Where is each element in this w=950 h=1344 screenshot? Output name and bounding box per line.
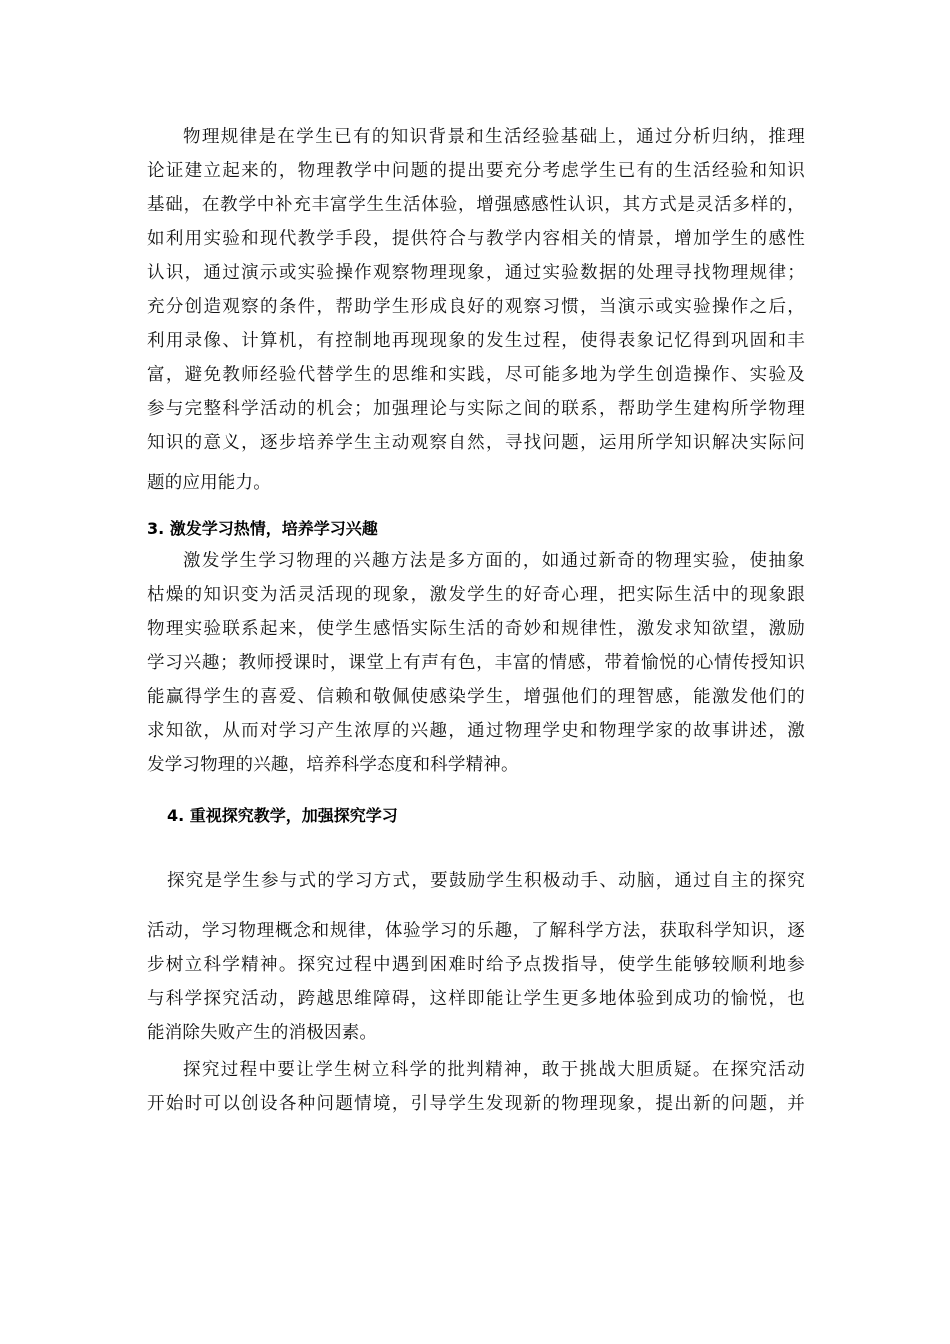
paragraph-1-line-8: 富，避免教师经验代替学生的思维和实践，尽可能多地为学生创造操作、实验及 [147, 365, 805, 385]
section-3-line-2: 枯燥的知识变为活灵活现的现象，激发学生的好奇心理，把实际生活中的现象跟 [147, 585, 805, 605]
paragraph-1-line-9: 参与完整科学活动的机会；加强理论与实际之间的联系，帮助学生建构所学物理 [147, 399, 805, 419]
section-3-line-5: 能赢得学生的喜爱、信赖和敬佩使感染学生，增强他们的理智感，能激发他们的 [147, 687, 805, 707]
paragraph-1-line-7: 利用录像、计算机，有控制地再现现象的发生过程，使得表象记忆得到巩固和丰 [147, 331, 805, 351]
section-3-line-1: 激发学生学习物理的兴趣方法是多方面的，如通过新奇的物理实验，使抽象 [183, 551, 805, 571]
paragraph-1-line-2: 论证建立起来的，物理教学中问题的提出要充分考虑学生已有的生活经验和知识 [147, 161, 805, 181]
section-4-paragraph-a-line-3: 步树立科学精神。探究过程中遇到困难时给予点拨指导，使学生能够较顺利地参 [147, 955, 805, 975]
paragraph-1-line-4: 如利用实验和现代教学手段，提供符合与教学内容相关的情景，增加学生的感性 [147, 229, 805, 249]
section-3-line-6: 求知欲，从而对学习产生浓厚的兴趣，通过物理学史和物理学家的故事讲述，激 [147, 721, 805, 741]
section-4-paragraph-b-line-1: 探究过程中要让学生树立科学的批判精神，敢于挑战大胆质疑。在探究活动 [183, 1060, 805, 1080]
section-4-paragraph-a-line-5: 能消除失败产生的消极因素。 [147, 1023, 378, 1043]
section-4-heading: 4. 重视探究教学，加强探究学习 [167, 806, 398, 825]
section-3-line-3: 物理实验联系起来，使学生感悟实际生活的奇妙和规律性，激发求知欲望，激励 [147, 619, 805, 639]
paragraph-1-line-3: 基础，在教学中补充丰富学生生活体验，增强感感性认识，其方式是灵活多样的， [147, 195, 805, 215]
section-4-paragraph-a-line-2: 活动，学习物理概念和规律，体验学习的乐趣，了解科学方法，获取科学知识，逐 [147, 921, 805, 941]
section-4-paragraph-b-line-2: 开始时可以创设各种问题情境，引导学生发现新的物理现象，提出新的问题，并 [147, 1094, 805, 1114]
section-3-line-4: 学习兴趣；教师授课时，课堂上有声有色，丰富的情感，带着愉悦的心情传授知识 [147, 653, 805, 673]
section-4-paragraph-a-line-4: 与科学探究活动，跨越思维障碍，这样即能让学生更多地体验到成功的愉悦，也 [147, 989, 805, 1009]
paragraph-1-line-5: 认识，通过演示或实验操作观察物理现象，通过实验数据的处理寻找物理规律； [147, 263, 805, 283]
paragraph-1-line-10: 知识的意义，逐步培养学生主动观察自然，寻找问题，运用所学知识解决实际问 [147, 433, 805, 453]
paragraph-1-line-1: 物理规律是在学生已有的知识背景和生活经验基础上，通过分析归纳，推理 [183, 127, 805, 147]
paragraph-1-line-11: 题的应用能力。 [147, 473, 271, 493]
section-4-paragraph-a-line-1: 探究是学生参与式的学习方式，要鼓励学生积极动手、动脑，通过自主的探究 [167, 871, 805, 891]
section-3-heading: 3. 激发学习热情，培养学习兴趣 [147, 519, 378, 538]
paragraph-1-line-6: 充分创造观察的条件，帮助学生形成良好的观察习惯，当演示或实验操作之后， [147, 297, 805, 317]
section-3-line-7: 发学习物理的兴趣，培养科学态度和科学精神。 [147, 755, 519, 775]
